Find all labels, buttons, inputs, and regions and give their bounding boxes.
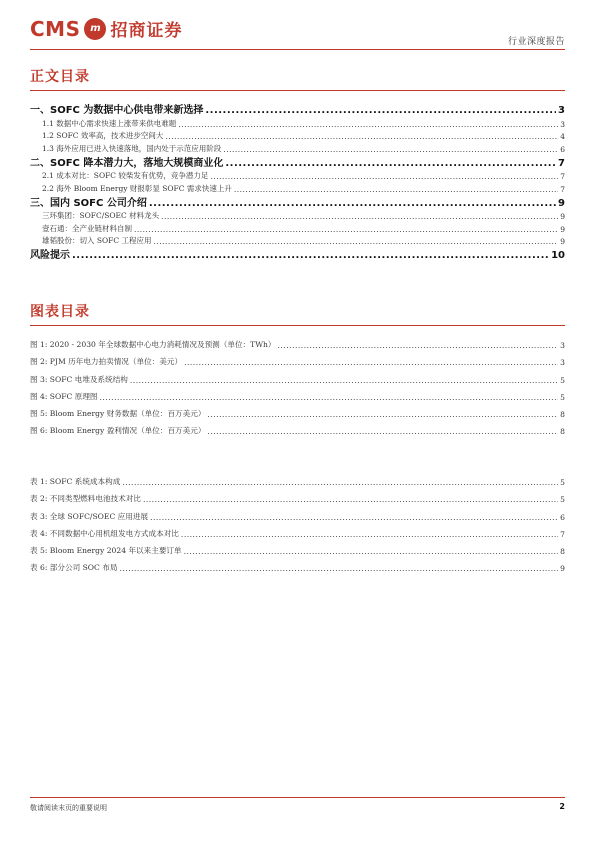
footer-divider — [30, 797, 565, 798]
toc-entry[interactable] — [30, 101, 565, 116]
toc-entry-text: 2.2 海外 Bloom Energy 财报彰显 SOFC 需求快速上升 — [42, 183, 232, 193]
table-entry[interactable] — [30, 487, 565, 504]
figure-entry[interactable] — [30, 385, 565, 402]
toc-entry-text: 2.1 成本对比：SOFC 较柴发有优势，竞争潜力足 — [42, 171, 209, 180]
table-entry-page: 5 — [560, 495, 565, 505]
leader-dots — [134, 225, 558, 234]
toc-entry-page: 7 — [558, 157, 565, 169]
toc-list — [30, 101, 565, 261]
leader-dots — [161, 212, 558, 221]
leader-dots — [149, 198, 556, 209]
table-entry-text: 表 4: 不同数据中心用机组发电方式成本对比 — [30, 528, 179, 538]
toc-entry[interactable] — [30, 116, 565, 129]
leader-dots — [184, 547, 559, 556]
figure-entry[interactable] — [30, 419, 565, 436]
leader-dots — [278, 341, 559, 350]
toc-entry-text: 一、SOFC 为数据中心供电带来新选择 — [30, 105, 204, 116]
toc-entry-text: 三环集团：SOFC/SOEC 材料龙头 — [42, 211, 160, 220]
table-entry[interactable] — [30, 539, 565, 556]
table-entry-text: 表 6: 部分公司 SOC 布局 — [30, 563, 118, 573]
figure-entry[interactable] — [30, 367, 565, 384]
toc-entry[interactable] — [30, 221, 565, 234]
leader-dots — [223, 145, 558, 154]
toc-entry-page: 9 — [560, 212, 565, 221]
disclaimer-note: 敬请阅读末页的重要说明 — [30, 804, 107, 812]
toc-entry[interactable] — [30, 154, 565, 169]
figure-entry-page: 3 — [560, 358, 565, 368]
toc-entry[interactable] — [30, 129, 565, 142]
toc-entry-text: 壹石通：全产业链材料自制 — [42, 223, 132, 233]
figure-entry[interactable] — [30, 333, 565, 350]
figure-entry-text: 图 4: SOFC 原理图 — [30, 391, 98, 401]
figure-entry-text: 图 5: Bloom Energy 财务数据（单位：百万美元） — [30, 408, 206, 418]
figure-entry-text: 图 6: Bloom Energy 盈利情况（单位：百万美元） — [30, 426, 206, 436]
toc-entry-text: 二、SOFC 降本潜力大，落地大规模商业化 — [30, 157, 224, 169]
figures-title-rule — [30, 325, 565, 326]
table-entry-page: 9 — [560, 564, 565, 574]
toc-entry-page: 10 — [551, 250, 565, 261]
leader-dots — [210, 172, 558, 181]
toc-entry-page: 7 — [560, 172, 565, 181]
leader-dots — [207, 410, 558, 419]
figure-entry[interactable] — [30, 402, 565, 419]
figures-title: 图表目录 — [30, 304, 90, 320]
leader-dots — [181, 530, 558, 539]
leader-dots — [122, 478, 558, 487]
figure-entry-text: 图 2: PJM 历年电力拍卖情况（单位：美元） — [30, 357, 183, 367]
logo-cms-text: CMS — [30, 16, 81, 41]
toc-title-rule — [30, 90, 565, 91]
toc-entry[interactable] — [30, 181, 565, 194]
figure-entry-page: 8 — [560, 427, 565, 437]
table-list — [30, 470, 565, 573]
toc-entry-page: 9 — [560, 224, 565, 234]
leader-dots — [205, 105, 556, 116]
table-entry-text: 表 2: 不同类型燃料电池技术对比 — [30, 494, 141, 504]
figure-entry-page: 8 — [560, 409, 565, 419]
toc-entry-text: 三、国内 SOFC 公司介绍 — [30, 197, 147, 209]
toc-entry[interactable] — [30, 234, 565, 247]
leader-dots — [165, 132, 558, 141]
toc-entry-page: 4 — [560, 132, 565, 141]
leader-dots — [184, 358, 558, 367]
toc-entry[interactable] — [30, 246, 565, 261]
toc-entry-text: 1.1 数据中心需求快速上涨带来供电难题 — [42, 118, 177, 128]
toc-entry-page: 7 — [560, 184, 565, 194]
table-entry[interactable] — [30, 470, 565, 487]
table-entry[interactable] — [30, 522, 565, 539]
cms-logo — [30, 16, 182, 41]
toc-entry-text: 雄韬股份：切入 SOFC 工程应用 — [42, 236, 152, 245]
page-header — [30, 14, 565, 50]
table-entry-page: 8 — [560, 546, 565, 556]
toc-entry-text: 1.3 海外应用已进入快速落地，国内处于示范应用阶段 — [42, 143, 222, 153]
figure-entry-text: 图 3: SOFC 电堆及系统结构 — [30, 374, 128, 384]
toc-entry-page: 9 — [558, 197, 565, 209]
table-entry-page: 6 — [560, 512, 565, 522]
table-entry[interactable] — [30, 556, 565, 573]
leader-dots — [119, 564, 558, 573]
table-entry-text: 表 1: SOFC 系统成本构成 — [30, 477, 121, 487]
logo-mark-glyph: m — [90, 23, 101, 34]
header-divider — [30, 49, 565, 50]
toc-entry-page: 3 — [560, 119, 565, 129]
page-number: 2 — [559, 802, 565, 811]
toc-entry-text: 1.2 SOFC 效率高，技术进步空间大 — [42, 131, 164, 140]
figure-entry-page: 5 — [560, 392, 565, 402]
leader-dots — [207, 427, 558, 436]
leader-dots — [178, 120, 558, 129]
toc-entry-page: 3 — [558, 105, 565, 116]
figure-entry-page: 5 — [560, 375, 565, 385]
toc-entry[interactable] — [30, 169, 565, 182]
toc-entry-text: 风险提示 — [30, 250, 70, 261]
table-entry-page: 5 — [560, 478, 565, 488]
table-entry[interactable] — [30, 504, 565, 521]
logo-mark-icon — [84, 18, 106, 40]
toc-entry-page: 9 — [560, 237, 565, 246]
figure-entry-text: 图 1: 2020 - 2030 年全球数据中心电力消耗情况及预测（单位：TWh） — [30, 340, 276, 350]
figure-entry[interactable] — [30, 350, 565, 367]
leader-dots — [100, 393, 559, 402]
leader-dots — [143, 495, 558, 504]
figure-entry-page: 3 — [560, 341, 565, 351]
toc-entry[interactable] — [30, 141, 565, 154]
leader-dots — [72, 250, 549, 261]
toc-title: 正文目录 — [30, 69, 90, 85]
leader-dots — [130, 376, 558, 385]
table-entry-text: 表 3: 全球 SOFC/SOEC 应用进展 — [30, 511, 149, 521]
table-entry-page: 7 — [560, 529, 565, 539]
toc-entry-page: 6 — [560, 144, 565, 154]
toc-entry[interactable] — [30, 194, 565, 209]
toc-entry[interactable] — [30, 209, 565, 222]
leader-dots — [154, 237, 559, 246]
table-entry-text: 表 5: Bloom Energy 2024 年以来主要订单 — [30, 545, 182, 555]
figure-list — [30, 333, 565, 436]
report-type: 行业深度报告 — [507, 37, 565, 47]
leader-dots — [225, 158, 556, 169]
leader-dots — [150, 513, 558, 522]
logo-company-name: 招商证券 — [110, 21, 183, 41]
leader-dots — [234, 185, 558, 194]
